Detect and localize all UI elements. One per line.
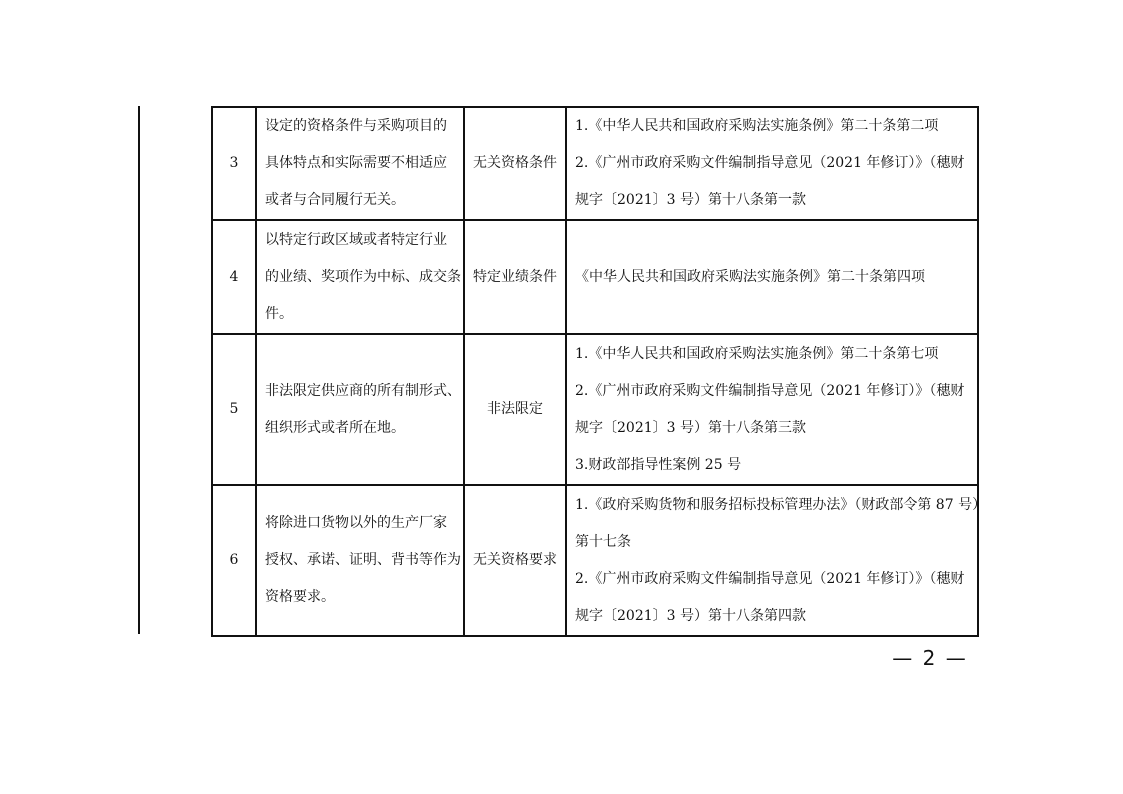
issue-category: 特定业绩条件 xyxy=(464,220,566,334)
row-number: 3 xyxy=(212,107,256,220)
table-row xyxy=(212,220,978,334)
description-line: 授权、承诺、证明、背书等作为 xyxy=(265,552,461,568)
legal-basis xyxy=(566,220,978,334)
issue-category: 无关资格要求 xyxy=(464,485,566,636)
description-line: 件。 xyxy=(265,305,293,322)
basis-line: 规字〔2021〕3 号）第十八条第一款 xyxy=(575,192,806,208)
basis-line: 第十七条 xyxy=(575,533,631,550)
row-number: 5 xyxy=(212,334,256,485)
legal-basis xyxy=(566,485,987,636)
basis-line: 规字〔2021〕3 号）第十八条第三款 xyxy=(575,419,806,436)
table-row xyxy=(212,107,978,220)
issue-category: 非法限定 xyxy=(464,334,566,485)
page-number: — 2 — xyxy=(892,646,968,670)
description-line: 设定的资格条件与采购项目的 xyxy=(265,118,447,134)
description-line: 资格要求。 xyxy=(265,589,335,605)
basis-line: 1.《政府采购货物和服务招标投标管理办法》（财政部令第 87 号） xyxy=(575,496,987,513)
basis-line: 1.《中华人民共和国政府采购法实施条例》第二十条第二项 xyxy=(575,118,939,134)
issue-category: 无关资格条件 xyxy=(464,107,566,220)
basis-line: 1.《中华人民共和国政府采购法实施条例》第二十条第七项 xyxy=(575,345,939,362)
basis-line: 3.财政部指导性案例 25 号 xyxy=(575,456,742,473)
row-number: 6 xyxy=(212,485,256,636)
description-line: 组织形式或者所在地。 xyxy=(265,419,405,436)
description-line: 将除进口货物以外的生产厂家 xyxy=(265,515,447,531)
description-line: 具体特点和实际需要不相适应 xyxy=(265,155,447,171)
basis-line: 2.《广州市政府采购文件编制指导意见（2021 年修订）》（穗财 xyxy=(575,155,965,171)
issue-description xyxy=(256,485,464,636)
legal-basis xyxy=(566,334,978,485)
issue-description xyxy=(256,334,464,485)
basis-line: 《中华人民共和国政府采购法实施条例》第二十条第四项 xyxy=(575,268,925,285)
table-row xyxy=(212,334,978,485)
basis-line: 2.《广州市政府采购文件编制指导意见（2021 年修订）》（穗财 xyxy=(575,382,965,399)
issue-description xyxy=(256,107,464,220)
description-line: 的业绩、奖项作为中标、成交条 xyxy=(265,268,461,285)
regulation-table xyxy=(211,106,987,637)
description-line: 非法限定供应商的所有制形式、 xyxy=(265,382,461,399)
row-number: 4 xyxy=(212,220,256,334)
description-line: 以特定行政区域或者特定行业 xyxy=(265,231,447,248)
issue-description xyxy=(256,220,464,334)
left-margin-rule xyxy=(138,106,140,634)
legal-basis xyxy=(566,107,978,220)
basis-line: 规字〔2021〕3 号）第十八条第四款 xyxy=(575,607,806,624)
basis-line: 2.《广州市政府采购文件编制指导意见（2021 年修订）》（穗财 xyxy=(575,570,965,587)
table-row xyxy=(212,485,978,636)
description-line: 或者与合同履行无关。 xyxy=(265,192,405,208)
